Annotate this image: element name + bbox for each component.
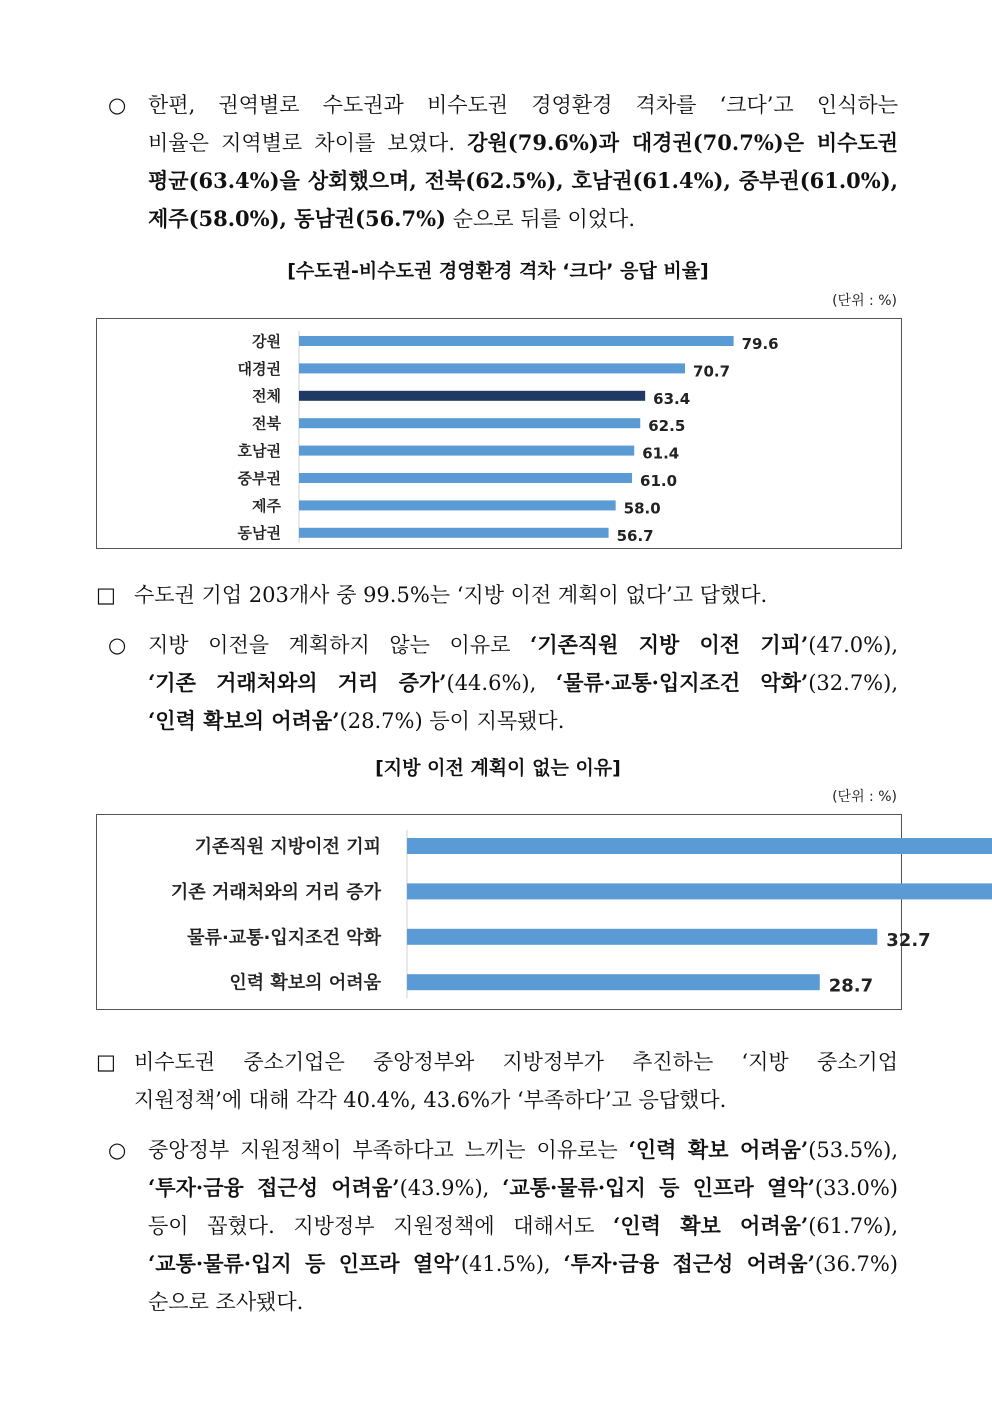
value-label: 28.7: [828, 975, 874, 997]
text-line: [148, 702, 898, 740]
text-line: [148, 664, 898, 702]
text-segment: (28.7%) 등이 지목됐다.: [339, 709, 565, 733]
category-label: 전북: [252, 414, 281, 433]
bar: [299, 473, 632, 483]
bold-text: ‘물류·교통·입지조건 악화’: [555, 670, 809, 695]
circle-bullet: ○: [108, 1138, 127, 1162]
text-line: [148, 86, 898, 124]
text-line: [148, 1245, 898, 1283]
circle-bullet: ○: [108, 93, 127, 117]
paragraph-relocation-reasons: [108, 626, 898, 746]
paragraph-body: [148, 86, 898, 238]
bar: [299, 391, 645, 401]
chart-relocation-reasons-svg: [97, 815, 931, 1009]
category-label: 물류·교통·입지조건 악화: [187, 927, 381, 949]
chart-regional-gap-svg: [97, 319, 901, 548]
bold-text: ‘인력 확보 어려움’: [628, 1137, 809, 1162]
bold-text: 제주(58.0%), 동남권(56.7%): [148, 206, 446, 231]
text-line: [134, 1043, 898, 1081]
category-label: 호남권: [237, 442, 281, 460]
text-segment: 지원정책’에 대해 각각 40.4%, 43.6%가 ‘부족하다’고 응답했다.: [134, 1088, 727, 1112]
bar: [407, 838, 992, 854]
chart-relocation-reasons: [96, 814, 931, 1010]
bold-text: ‘투자·금융 접근성 어려움’: [563, 1251, 815, 1276]
text-line: [148, 1283, 898, 1321]
bar: [407, 974, 820, 990]
value-label: 79.6: [741, 335, 779, 353]
category-label: 전체: [252, 387, 281, 406]
category-label: 중부권: [237, 469, 281, 488]
bar: [299, 336, 734, 346]
text-segment: 지방 이전을 계획하지 않는 이유로: [148, 633, 531, 657]
value-label: 70.7: [693, 362, 731, 381]
text-line: [148, 1207, 898, 1245]
section-heading-text: 수도권 기업 203개사 중 99.5%는 ‘지방 이전 계획이 없다’고 답했다.: [134, 583, 768, 607]
text-segment: 한편, 권역별로 수도권과 비수도권 경영환경 격차를 ‘크다’고 인식하는: [148, 93, 898, 117]
bold-text: 평균(63.4%)을 상회했으며, 전북(62.5%), 호남권(61.4%), 중부권(61.0%),: [148, 168, 898, 193]
text-segment: (33.0%): [814, 1176, 899, 1200]
bar: [299, 418, 640, 428]
circle-bullet: ○: [108, 633, 127, 657]
value-label: 61.0: [640, 472, 678, 490]
text-segment: 비율은 지역별로 차이를 보였다.: [148, 131, 468, 155]
text-segment: (47.0%),: [808, 633, 898, 657]
text-line: [148, 1131, 898, 1169]
value-label: 56.7: [616, 526, 654, 545]
square-bullet: □: [96, 583, 116, 607]
chart-title-regional-gap: [수도권-비수도권 경영환경 격차 ‘크다’ 응답 비율]: [287, 260, 709, 282]
bar: [407, 883, 992, 899]
text-segment: 중앙정부 지원정책이 부족하다고 느끼는 이유로는: [148, 1138, 629, 1162]
bold-text: 강원(79.6%)과 대경권(70.7%)은 비수도권: [467, 130, 898, 155]
text-segment: (41.5%),: [460, 1252, 564, 1276]
bold-text: ‘투자·금융 접근성 어려움’: [148, 1175, 400, 1200]
paragraph-policy-reasons: [108, 1131, 898, 1331]
text-segment: (32.7%),: [808, 671, 899, 695]
text-segment: (44.6%),: [446, 671, 556, 695]
text-segment: 순으로 뒤를 이었다.: [446, 207, 635, 231]
category-label: 동남권: [237, 524, 281, 543]
value-label: 61.4: [642, 444, 680, 463]
text-line: [134, 1081, 898, 1119]
text-segment: 등이 꼽혔다. 지방정부 지원정책에 대해서도: [148, 1214, 614, 1238]
value-label: 62.5: [648, 417, 686, 436]
chart-unit: (단위 : %): [832, 789, 897, 805]
section-support-policy: [96, 1043, 898, 1123]
bar: [299, 446, 634, 456]
category-label: 기존직원 지방이전 기피: [194, 836, 381, 858]
bar: [299, 363, 685, 373]
section-relocation-plan: [96, 576, 898, 616]
text-line: [148, 626, 898, 664]
text-segment: (36.7%): [814, 1252, 899, 1276]
paragraph-regional-gap: [108, 86, 898, 246]
bold-text: ‘인력 확보의 어려움’: [148, 708, 340, 733]
chart-title-reasons: [지방 이전 계획이 없는 이유]: [375, 757, 621, 779]
bar: [407, 929, 877, 945]
text-line: [148, 162, 898, 200]
bold-text: ‘기존직원 지방 이전 기피’: [530, 632, 809, 657]
bold-text: ‘기존 거래처와의 거리 증가’: [148, 670, 447, 695]
chart-unit: (단위 : %): [832, 293, 897, 309]
category-label: 대경권: [237, 359, 281, 378]
category-label: 제주: [252, 496, 281, 515]
text-line: [148, 124, 898, 162]
bar: [299, 528, 609, 538]
text-segment: (53.5%),: [808, 1138, 898, 1162]
section-heading-text: [134, 1043, 898, 1119]
text-segment: 비수도권 중소기업은 중앙정부와 지방정부가 추진하는 ‘지방 중소기업: [134, 1050, 898, 1074]
text-line: [148, 1169, 898, 1207]
bold-text: ‘인력 확보 어려움’: [613, 1213, 809, 1238]
text-segment: (61.7%),: [808, 1214, 898, 1238]
category-label: 기존 거래처와의 거리 증가: [170, 881, 381, 903]
paragraph-body: [148, 1131, 898, 1321]
category-label: 인력 확보의 어려움: [229, 972, 381, 994]
value-label: 32.7: [886, 930, 931, 951]
text-segment: (43.9%),: [399, 1176, 503, 1200]
bold-text: ‘교통·물류·입지 등 인프라 열악’: [502, 1175, 815, 1200]
bar: [299, 500, 616, 510]
square-bullet: □: [96, 1050, 116, 1074]
bold-text: ‘교통·물류·입지 등 인프라 열악’: [148, 1251, 461, 1276]
value-label: 63.4: [653, 389, 691, 408]
chart-regional-gap: [96, 318, 902, 549]
text-line: [148, 200, 898, 238]
value-label: 58.0: [623, 499, 661, 518]
paragraph-body: [148, 626, 898, 740]
text-segment: 순으로 조사됐다.: [148, 1290, 304, 1314]
category-label: 강원: [252, 332, 281, 351]
